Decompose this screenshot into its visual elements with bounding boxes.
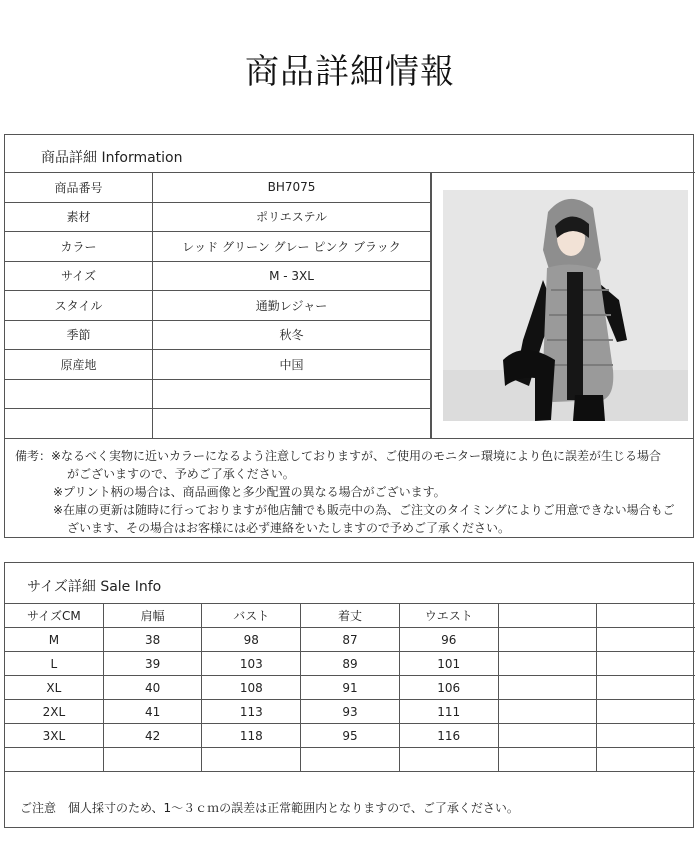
table-cell: L [5,652,103,676]
table-row [5,652,695,676]
table-row [5,232,431,262]
product-details-section [4,134,694,538]
table-cell: 39 [103,652,202,676]
table-row [5,350,431,380]
spec-label: 商品番号 [5,173,153,203]
page-title: 商品詳細情報 [245,52,455,92]
spec-label: 原産地 [5,350,153,380]
table-row [5,261,431,291]
spec-label: カラー [5,232,153,262]
spec-value: 中国 [153,350,431,380]
spec-value: レッド グリーン グレー ピンク ブラック [153,232,431,262]
note-line: ざいます、その場合はお客様には必ず連絡をいたしますので予めご了承ください。 [67,521,511,535]
table-row [5,676,695,700]
table-cell [498,652,597,676]
table-cell [399,748,498,772]
spec-value: M - 3XL [153,261,431,291]
table-cell: 87 [301,628,400,652]
table-cell [597,748,695,772]
table-row [5,628,695,652]
spec-value: ポリエステル [153,202,431,232]
table-cell: 40 [103,676,202,700]
spec-label: 季節 [5,320,153,350]
table-cell: 118 [202,724,301,748]
table-cell [498,700,597,724]
note-line: ※プリント柄の場合は、商品画像と多少配置の異なる場合がございます。 [53,485,446,499]
table-cell [498,748,597,772]
spec-value [153,379,431,409]
table-cell: M [5,628,103,652]
table-cell: 101 [399,652,498,676]
note-line: 備考：※なるべく実物に近いカラーになるよう注意しておりますが、ご使用のモニター環境により色に誤差が生じる場合 [15,449,662,463]
table-row [5,320,431,350]
spec-label: スタイル [5,291,153,321]
table-cell [498,628,597,652]
table-cell: 116 [399,724,498,748]
column-header [597,604,695,628]
spec-label [5,379,153,409]
note-line: ※在庫の更新は随時に行っておりますが他店舗でも販売中の為、ご注文のタイミングによりご用意できない場合もご [53,503,675,517]
note-line: がございますので、予めご了承ください。 [67,467,295,481]
table-cell: 98 [202,628,301,652]
table-header-row [5,604,695,628]
spec-value: BH7075 [153,173,431,203]
table-cell [301,748,400,772]
table-cell [597,700,695,724]
table-cell [597,676,695,700]
table-cell [5,748,103,772]
table-cell: 89 [301,652,400,676]
size-table [5,603,695,772]
section-title: 商品詳細 Information [41,150,183,166]
column-header: バスト [202,604,301,628]
table-row [5,700,695,724]
spec-value: 秋冬 [153,320,431,350]
table-row [5,202,431,232]
size-details-section [4,562,694,828]
table-row [5,173,431,203]
table-row [5,379,431,409]
table-cell [202,748,301,772]
table-cell: 96 [399,628,498,652]
table-cell: 95 [301,724,400,748]
table-cell [597,724,695,748]
column-header: ウエスト [399,604,498,628]
product-image-cell [431,172,695,438]
spec-label: サイズ [5,261,153,291]
spec-label [5,409,153,439]
table-cell [498,724,597,748]
table-cell: 42 [103,724,202,748]
spec-value: 通勤レジャー [153,291,431,321]
notes-block [5,438,693,535]
column-header: サイズCM [5,604,103,628]
spec-value [153,409,431,439]
table-cell [498,676,597,700]
table-cell: 38 [103,628,202,652]
table-row [5,291,431,321]
table-row [5,409,431,439]
column-header: 着丈 [301,604,400,628]
table-cell: 2XL [5,700,103,724]
table-cell: 106 [399,676,498,700]
spec-label: 素材 [5,202,153,232]
column-header: 肩幅 [103,604,202,628]
section-title: サイズ詳細 Sale Info [27,579,162,595]
table-cell: 91 [301,676,400,700]
table-cell: 111 [399,700,498,724]
table-cell: 113 [202,700,301,724]
table-cell: 108 [202,676,301,700]
section-header [5,135,693,173]
table-cell [597,652,695,676]
size-footnote: ご注意 個人採寸のため、1～３ｃｍの誤差は正常範囲内となりますので、ご了承ください。 [20,801,519,815]
product-photo [443,190,688,421]
table-cell: 93 [301,700,400,724]
table-row [5,748,695,772]
column-header [498,604,597,628]
table-cell: 3XL [5,724,103,748]
table-row [5,724,695,748]
table-cell: XL [5,676,103,700]
table-cell [103,748,202,772]
table-cell [597,628,695,652]
section-header [5,563,693,603]
model-illustration [443,190,688,421]
spec-table [5,172,431,439]
table-cell: 41 [103,700,202,724]
table-cell: 103 [202,652,301,676]
